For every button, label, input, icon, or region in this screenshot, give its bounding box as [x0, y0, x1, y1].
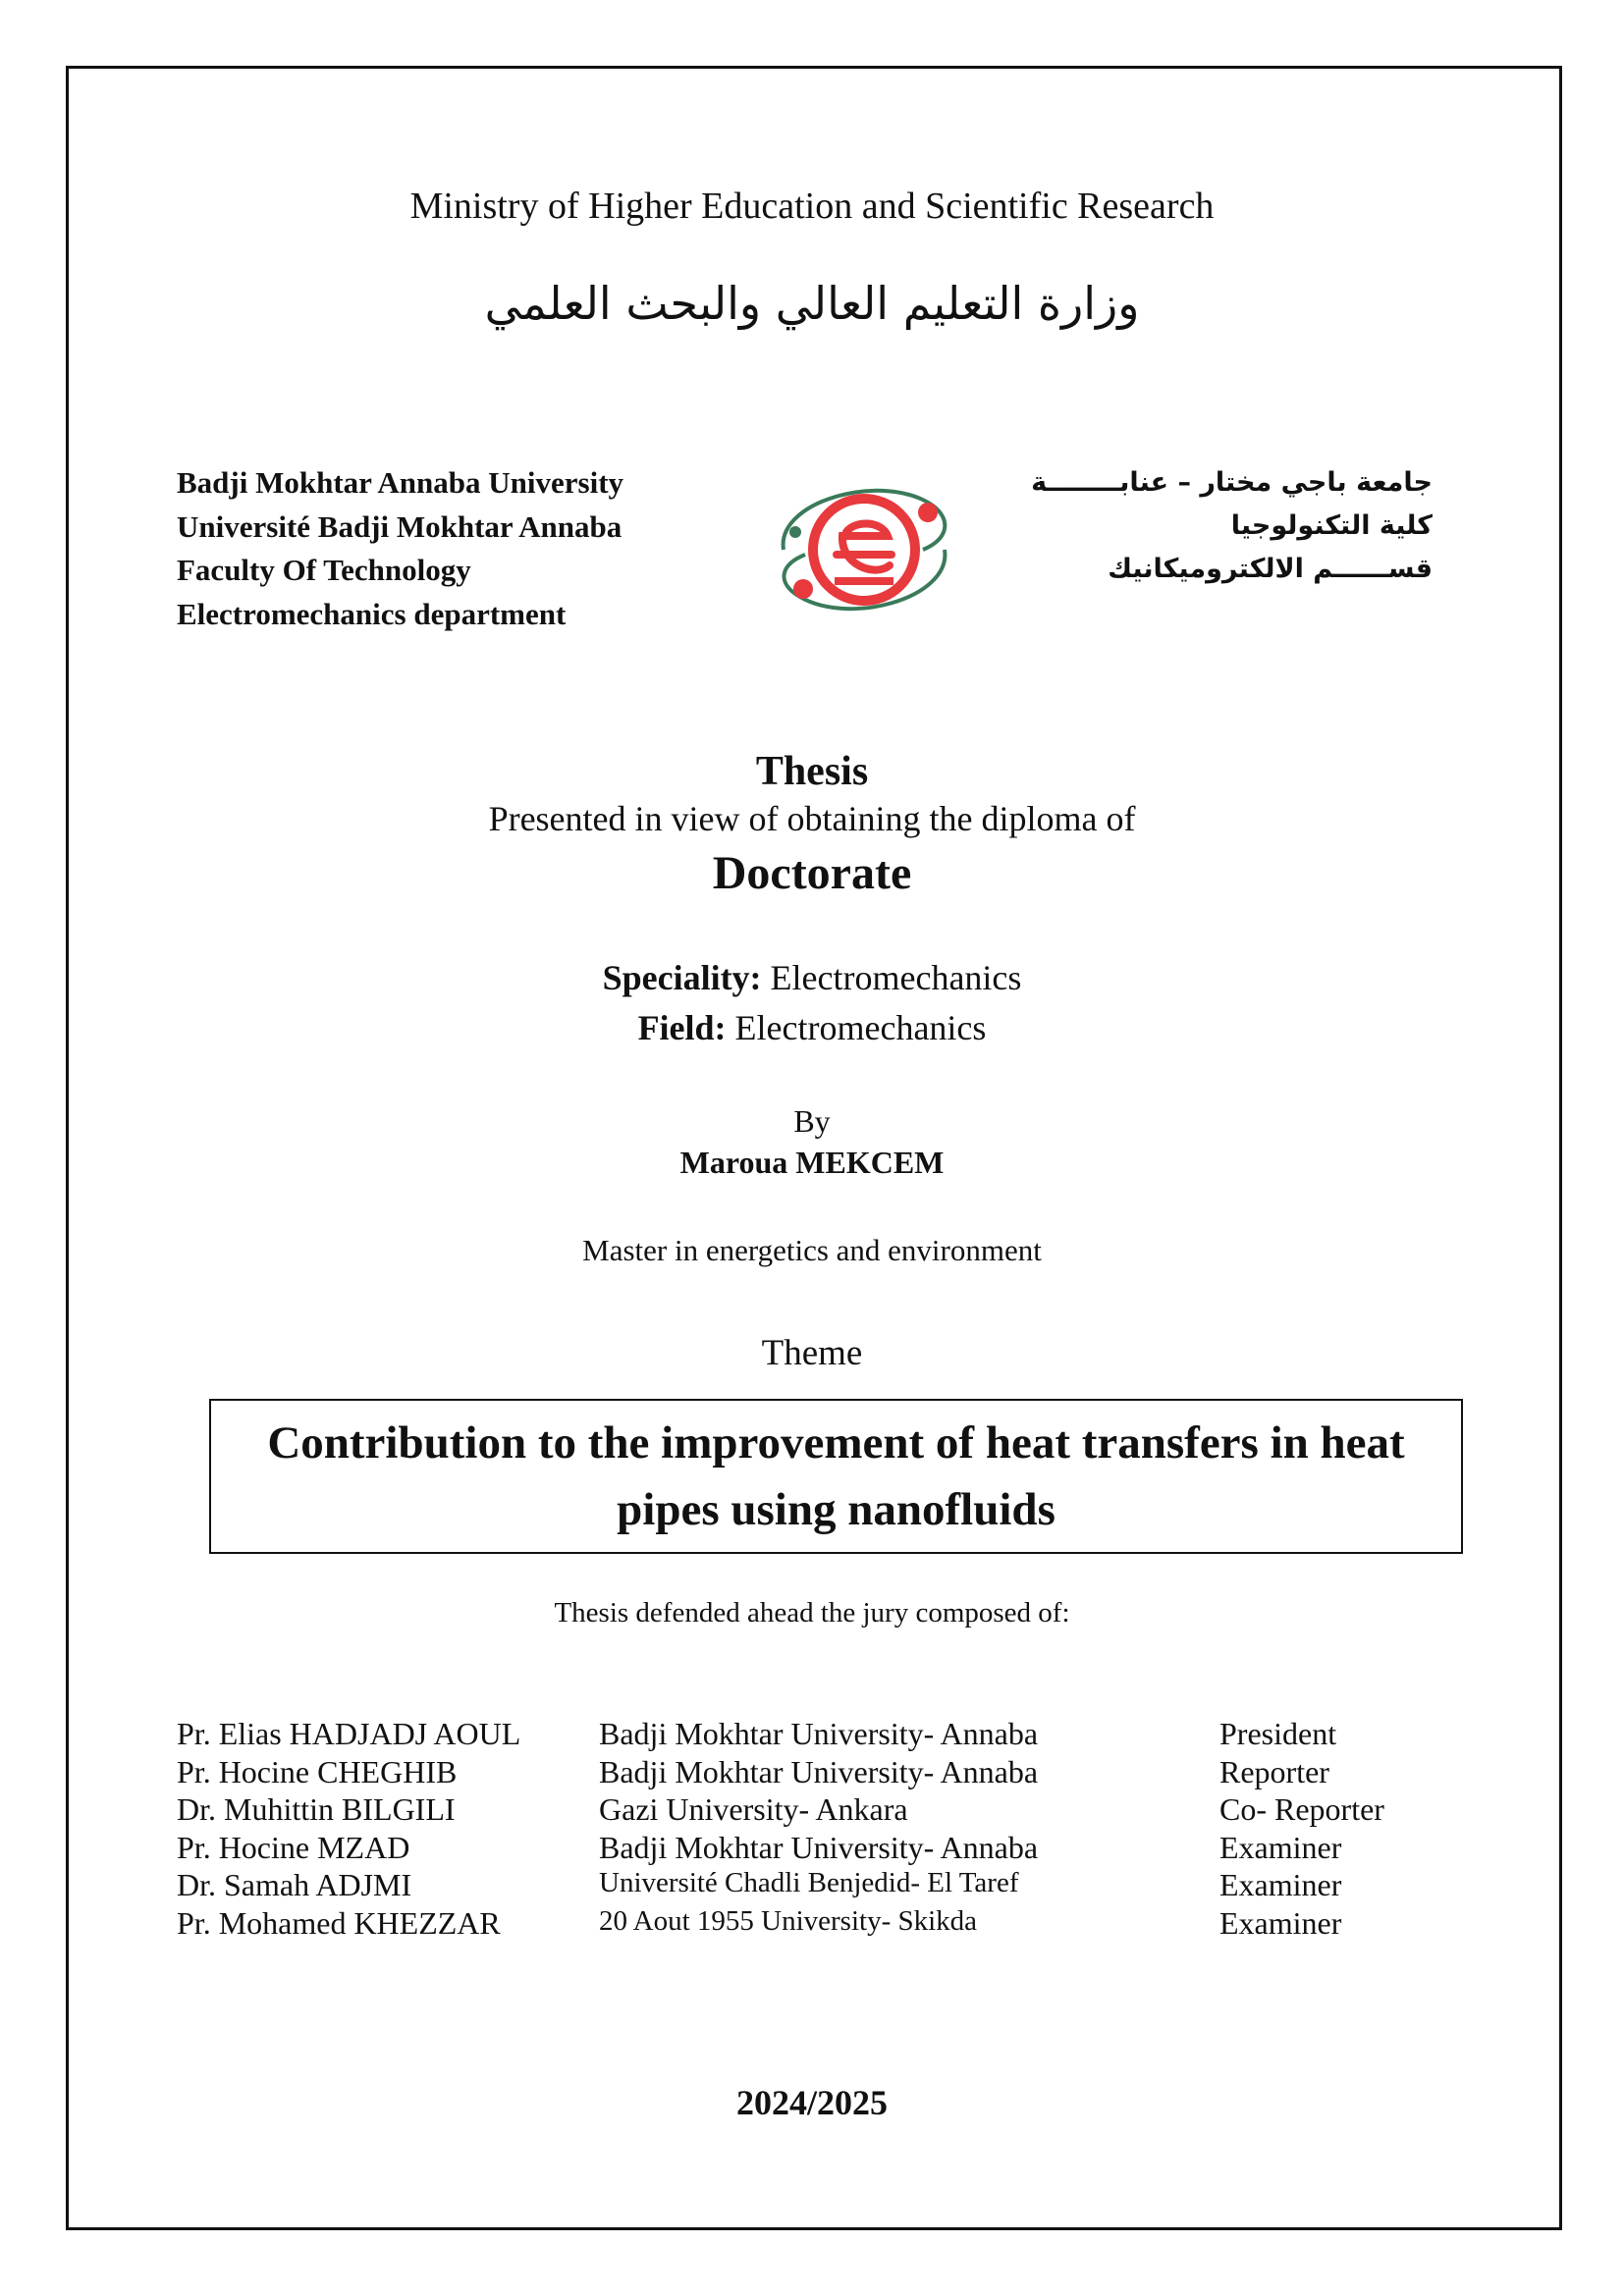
degree-title: Doctorate	[712, 847, 912, 899]
logo-red-letter	[837, 523, 892, 569]
jury-member-name: Dr. Samah ADJMI	[177, 1867, 412, 1902]
logo-red-ring	[813, 499, 915, 601]
field-label: Field:	[637, 1008, 727, 1047]
speciality-line	[0, 957, 1624, 998]
jury-member-name: Pr. Hocine MZAD	[177, 1829, 410, 1865]
university-block-left	[177, 461, 623, 636]
jury-member-institution: Badji Mokhtar University- Annaba	[599, 1753, 1039, 1789]
author-name: Maroua MEKCEM	[679, 1145, 945, 1180]
university-block-right	[1031, 461, 1433, 591]
thesis-heading: Thesis	[755, 749, 869, 794]
jury-member-name: Pr. Mohamed KHEZZAR	[177, 1904, 501, 1941]
speciality-label: Speciality:	[602, 958, 762, 997]
jury-member-institution: 20 Aout 1955 University- Skikda	[599, 1904, 978, 1937]
department-name-ar: قســــــم الالكتروميكانيك	[1108, 554, 1433, 584]
theme-title: Contribution to the improvement of heat transfers in heat pipes using nanofluids	[267, 1417, 1405, 1535]
speciality-value: Electromechanics	[770, 958, 1022, 997]
author-master-degree: Master in energetics and environment	[582, 1233, 1042, 1267]
jury-member-role: Examiner	[1219, 1829, 1342, 1865]
jury-intro: Thesis defended ahead the jury composed of:	[554, 1597, 1070, 1629]
logo-red-dot-top	[918, 503, 938, 522]
jury-member-institution: Badji Mokhtar University- Annaba	[599, 1829, 1039, 1865]
jury-member-role: Examiner	[1219, 1867, 1342, 1902]
jury-member-role: Examiner	[1219, 1904, 1342, 1941]
jury-member-name: Pr. Elias HADJADJ AOUL	[177, 1716, 521, 1751]
faculty-name: Faculty Of Technology	[177, 553, 471, 587]
logo-red-dot-bottom	[793, 579, 813, 599]
ministry-title-ar: وزارة التعليم العالي والبحث العلمي	[484, 277, 1140, 330]
by-label: By	[793, 1103, 831, 1139]
ministry-title-en: Ministry of Higher Education and Scientific Research	[409, 186, 1215, 227]
academic-year: 2024/2025	[735, 2083, 888, 2122]
jury-member-institution: Badji Mokhtar University- Annaba	[599, 1716, 1039, 1751]
university-name-ar: جامعة باجي مختار – عنابــــــــة	[1031, 467, 1433, 498]
presented-line: Presented in view of obtaining the diploma of	[488, 799, 1136, 838]
jury-member-institution: Gazi University- Ankara	[599, 1791, 908, 1827]
theme-title-box	[209, 1399, 1463, 1554]
jury-member-role: Reporter	[1219, 1753, 1329, 1789]
department-name: Electromechanics department	[177, 596, 567, 631]
jury-member-name: Dr. Muhittin BILGILI	[177, 1791, 456, 1827]
logo-red-base	[835, 577, 893, 585]
faculty-name-ar: كلية التكنولوجيا	[1230, 510, 1433, 541]
theme-label: Theme	[761, 1333, 863, 1373]
jury-member-role: Co- Reporter	[1219, 1791, 1384, 1827]
field-value: Electromechanics	[734, 1008, 987, 1047]
university-name-fr: Université Badji Mokhtar Annaba	[177, 508, 623, 544]
university-logo	[766, 471, 962, 628]
university-name-en: Badji Mokhtar Annaba University	[177, 465, 624, 500]
logo-green-dot	[789, 526, 801, 538]
jury-member-role: President	[1219, 1716, 1337, 1751]
field-line	[0, 1007, 1624, 1048]
jury-member-institution: Université Chadli Benjedid- El Taref	[599, 1867, 1019, 1898]
jury-member-name: Pr. Hocine CHEGHIB	[177, 1753, 458, 1789]
